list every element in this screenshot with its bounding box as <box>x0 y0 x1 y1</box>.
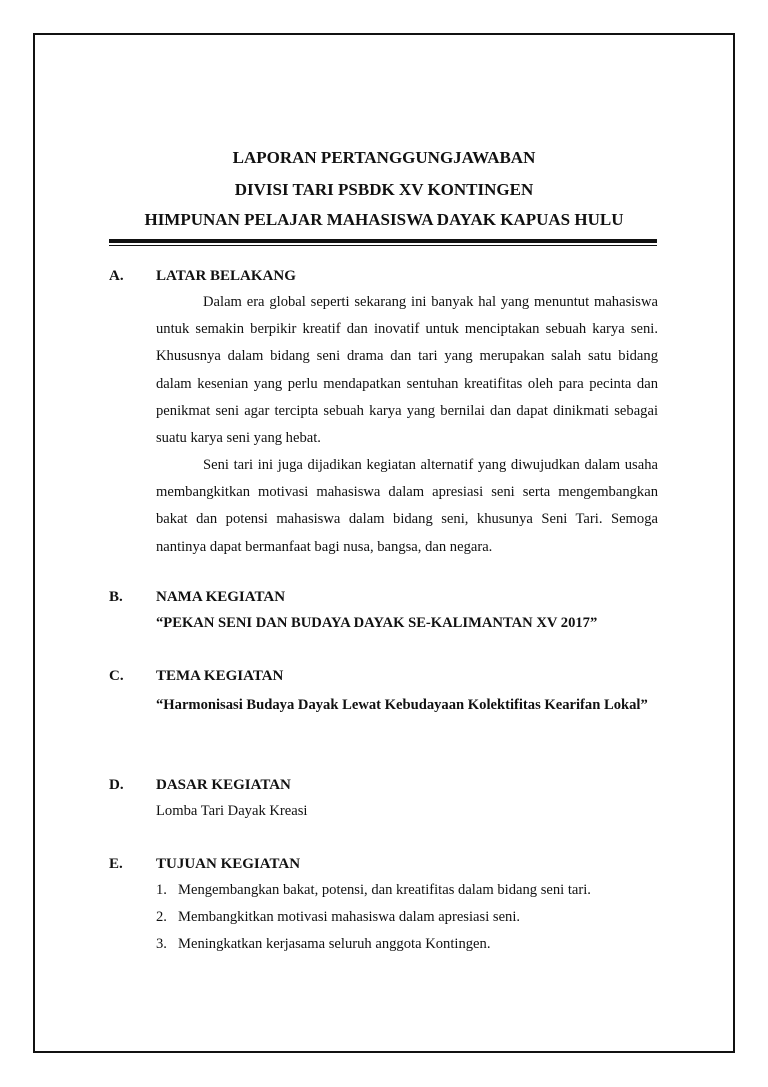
section-a-heading: LATAR BELAKANG <box>156 268 296 284</box>
list-item-text: Meningkatkan kerjasama seluruh anggota Kontingen. <box>178 936 491 952</box>
section-a-paragraph-2: Seni tari ini juga dijadikan kegiatan alternatif yang diwujudkan dalam usaha membangkitkan motivasi mahasiswa dalam apresiasi seni serta mengembangkan bakat dan potensi mahasiswa dalam bidang seni, khusunya Seni Tari. Semoga nantinya dapat bermanfaat bagi nusa, bangsa, dan negara. <box>156 457 658 555</box>
list-item <box>156 882 591 909</box>
section-b-text: “PEKAN SENI DAN BUDAYA DAYAK SE-KALIMANTAN XV 2017” <box>156 615 598 631</box>
list-item-text: Membangkitkan motivasi mahasiswa dalam apresiasi seni. <box>178 909 521 925</box>
section-d-letter: D. <box>109 777 124 793</box>
list-item-text: Mengembangkan bakat, potensi, dan kreatifitas dalam bidang seni tari. <box>178 882 591 898</box>
list-item-number: 1. <box>156 882 167 898</box>
list-item <box>156 909 591 936</box>
section-e-heading: TUJUAN KEGIATAN <box>156 856 301 872</box>
report-subtitle: DIVISI TARI PSBDK XV KONTINGEN <box>234 180 534 199</box>
section-c-heading: TEMA KEGIATAN <box>156 668 284 684</box>
list-item <box>156 936 591 963</box>
section-e-letter: E. <box>109 856 123 872</box>
list-item-number: 3. <box>156 936 167 952</box>
list-item-number: 2. <box>156 909 167 925</box>
section-c-text: “Harmonisasi Budaya Dayak Lewat Kebudayaan Kolektifitas Kearifan Lokal” <box>156 697 648 713</box>
header-rule-thick <box>109 239 657 243</box>
report-organization: HIMPUNAN PELAJAR MAHASISWA DAYAK KAPUAS HULU <box>144 210 624 229</box>
header-rule-thin <box>109 245 657 246</box>
section-d-text: Lomba Tari Dayak Kreasi <box>156 803 308 819</box>
section-a-paragraph-1: Dalam era global seperti sekarang ini banyak hal yang menuntut mahasiswa untuk semakin berpikir kreatif dan inovatif untuk menciptakan sebuah karya seni. Khususnya dalam bidang seni drama dan tari yang merupakan salah satu bidang dalam kesenian yang perlu mendapatkan sentuhan kreatifitas oleh para pecinta dan penikmat seni agar tercipta sebuah karya yang bernilai dan dapat dinikmati sebagai suatu karya seni yang hebat. <box>156 294 658 447</box>
section-c-letter: C. <box>109 668 124 684</box>
objectives-list <box>156 882 591 963</box>
report-title: LAPORAN PERTANGGUNGJAWABAN <box>232 148 536 167</box>
section-d-heading: DASAR KEGIATAN <box>156 777 291 793</box>
section-a-letter: A. <box>109 268 124 284</box>
section-b-heading: NAMA KEGIATAN <box>156 589 286 605</box>
section-b-letter: B. <box>109 589 123 605</box>
